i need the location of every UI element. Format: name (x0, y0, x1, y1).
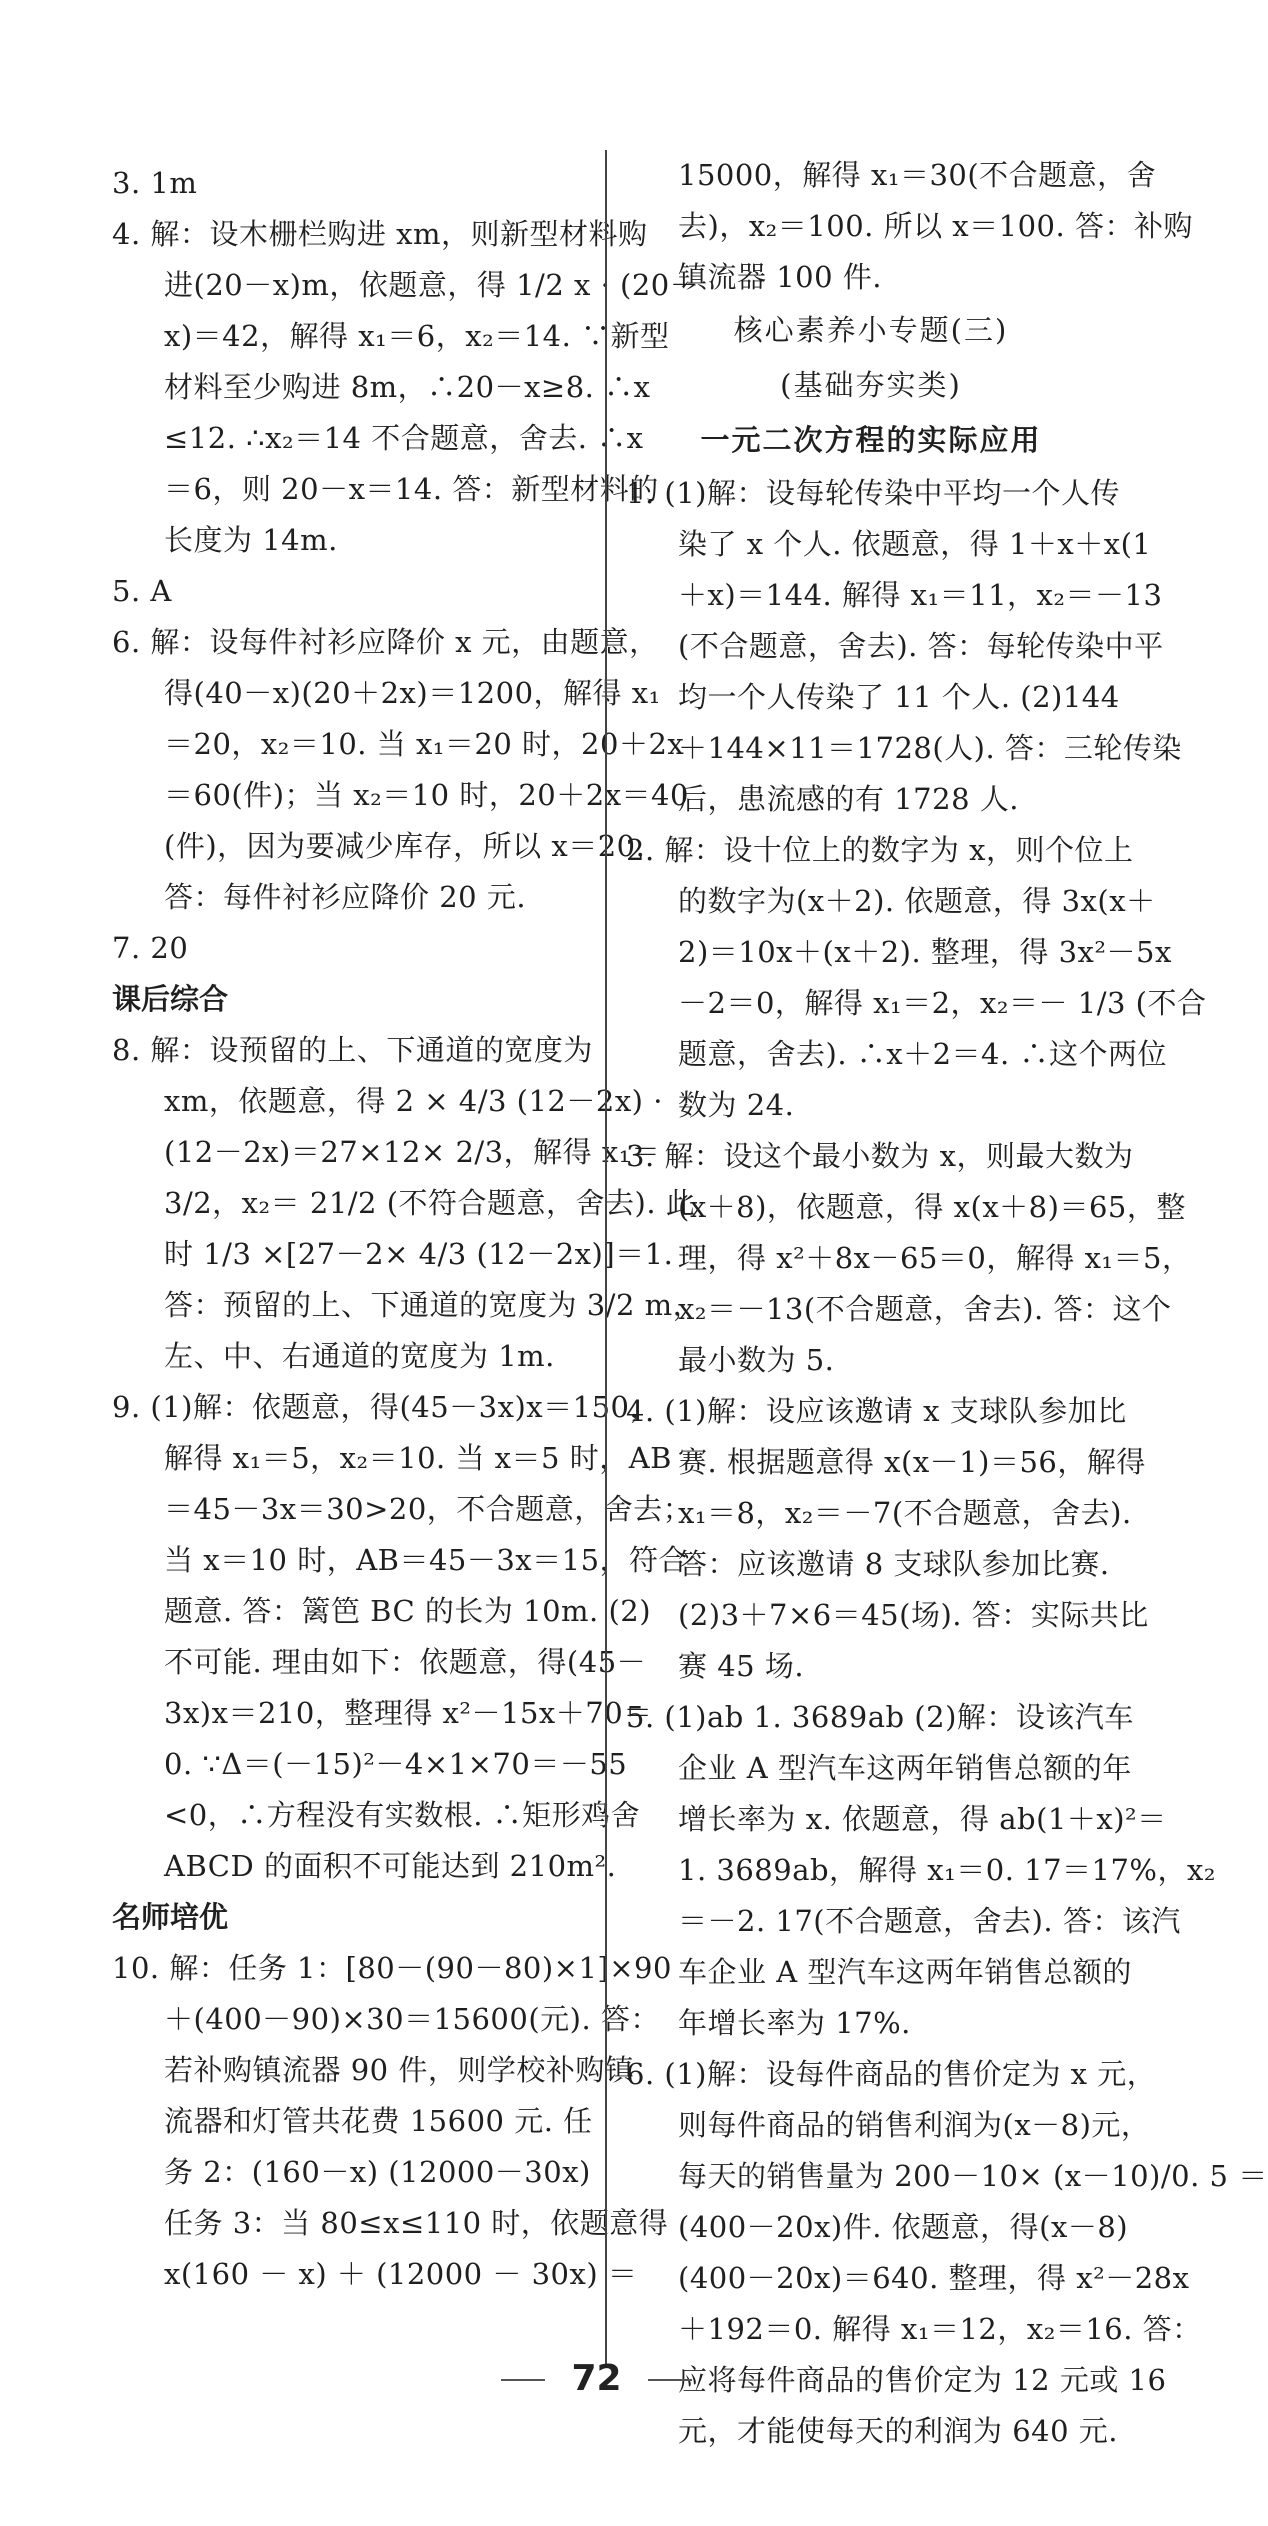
page-number-dash-left (501, 2379, 545, 2381)
answer-line: －2＝0，解得 x₁＝2，x₂＝－ 1/3 (不合 (678, 986, 1207, 1020)
section-heading: 名师培优 (112, 1900, 229, 1934)
answer-line: 赛 45 场. (678, 1649, 805, 1683)
answer-line: ＝6，则 20－x＝14. 答：新型材料的 (164, 472, 659, 506)
answer-line: 2. 解：设十位上的数字为 x，则个位上 (626, 833, 1134, 867)
left-column (112, 158, 703, 2300)
answer-line: 答：应该邀请 8 支球队参加比赛. (678, 1547, 1110, 1581)
answer-line: 5. A (112, 574, 172, 608)
answer-line: 理，得 x²＋8x－65＝0，解得 x₁＝5， (678, 1241, 1192, 1275)
answer-line: 每天的销售量为 200－10× (x－10)/0. 5 ＝ (678, 2159, 1268, 2193)
answer-line: 若补购镇流器 90 件，则学校补购镇 (164, 2053, 635, 2087)
answer-line: ＋(400－90)×30＝15600(元). 答： (164, 2002, 660, 2036)
answer-line: 长度为 14m. (164, 523, 338, 557)
answer-line: 赛. 根据题意得 x(x－1)＝56，解得 (678, 1445, 1146, 1479)
answer-line: 4. 解：设木栅栏购进 xm，则新型材料购 (112, 217, 648, 251)
answer-line: 答：预留的上、下通道的宽度为 3/2 m， (164, 1288, 703, 1322)
answer-line: 15000，解得 x₁＝30(不合题意，舍 (678, 158, 1157, 192)
answer-line: 9. (1)解：依题意，得(45－3x)x＝150， (112, 1390, 660, 1424)
answer-line: 镇流器 100 件. (678, 260, 883, 294)
answer-line: 解得 x₁＝5，x₂＝10. 当 x＝5 时，AB (164, 1441, 672, 1475)
topic-title: 核心素养小专题(三) (733, 313, 1009, 347)
answer-line: 不可能. 理由如下：依题意，得(45－ (164, 1645, 647, 1679)
answer-line: 1. 3689ab，解得 x₁＝0. 17＝17%，x₂ (678, 1853, 1216, 1887)
answer-line: (400－20x)＝640. 整理，得 x²－28x (678, 2261, 1190, 2295)
answer-line: 3x)x＝210，整理得 x²－15x＋70＝ (164, 1696, 653, 1730)
topic-title: (基础夯实类) (780, 368, 962, 402)
answer-line: 增长率为 x. 依题意，得 ab(1＋x)²＝ (678, 1802, 1167, 1836)
answer-line: <0，∴方程没有实数根. ∴矩形鸡舍 (164, 1798, 641, 1832)
answer-line: 材料至少购进 8m，∴20－x≥8. ∴x (164, 370, 651, 404)
answer-line: (不合题意，舍去). 答：每轮传染中平 (678, 629, 1164, 663)
answer-line: 3. 1m (112, 166, 198, 200)
answer-line: ＝60(件)；当 x₂＝10 时，20＋2x＝40 (164, 778, 689, 812)
answer-line: 0. ∵Δ＝(－15)²－4×1×70＝－55 (164, 1747, 628, 1781)
answer-line: 题意，舍去). ∴x＋2＝4. ∴这个两位 (678, 1037, 1167, 1071)
answer-line: x₁＝8，x₂＝－7(不合题意，舍去). (678, 1496, 1132, 1530)
answer-line: 流器和灯管共花费 15600 元. 任 (164, 2104, 593, 2138)
answer-line: 后，患流感的有 1728 人. (678, 782, 1019, 816)
answer-line: 题意. 答：篱笆 BC 的长为 10m. (2) (164, 1594, 652, 1628)
answer-line: 数为 24. (678, 1088, 795, 1122)
answer-line: 6. (1)解：设每件商品的售价定为 x 元， (626, 2057, 1157, 2091)
answer-line: 的数字为(x＋2). 依题意，得 3x(x＋ (678, 884, 1156, 918)
answer-line: (12－2x)＝27×12× 2/3，解得 x₁＝ (164, 1135, 661, 1169)
answer-line: x(160 － x) ＋ (12000 － 30x) ＝ (164, 2257, 638, 2291)
answer-line: (件)，因为要减少库存，所以 x＝20. (164, 829, 646, 863)
answer-line: 3. 解：设这个最小数为 x，则最大数为 (626, 1139, 1134, 1173)
right-column (626, 150, 1268, 2457)
answer-line: 车企业 A 型汽车这两年销售总额的 (678, 1955, 1132, 1989)
answer-line: ＝20，x₂＝10. 当 x₁＝20 时，20＋2x (164, 727, 685, 761)
answer-line: 3/2，x₂＝ 21/2 (不符合题意，舍去). 此 (164, 1186, 696, 1220)
answer-line: 10. 解：任务 1：[80－(90－80)×1]×90 (112, 1951, 672, 1985)
answer-line: (400－20x)件. 依题意，得(x－8) (678, 2210, 1129, 2244)
answer-line: 任务 3：当 80≤x≤110 时，依题意得 (164, 2206, 669, 2240)
answer-line: 企业 A 型汽车这两年销售总额的年 (678, 1751, 1132, 1785)
answer-line: 去)，x₂＝100. 所以 x＝100. 答：补购 (678, 209, 1193, 243)
answer-line: x)＝42，解得 x₁＝6，x₂＝14. ∵新型 (164, 319, 670, 353)
page-number-dash-right (648, 2379, 692, 2381)
answer-line: 时 1/3 ×[27－2× 4/3 (12－2x)]＝1. (164, 1237, 674, 1271)
answer-line: 2)＝10x＋(x＋2). 整理，得 3x²－5x (678, 935, 1172, 969)
answer-line: 6. 解：设每件衬衫应降价 x 元，由题意， (112, 625, 659, 659)
answer-line: ＋192＝0. 解得 x₁＝12，x₂＝16. 答： (678, 2312, 1202, 2346)
answer-line: 8. 解：设预留的上、下通道的宽度为 (112, 1033, 593, 1067)
answer-line: 染了 x 个人. 依题意，得 1＋x＋x(1 (678, 527, 1152, 561)
answer-line: ＋144×11＝1728(人). 答：三轮传染 (678, 731, 1182, 765)
answer-line: 年增长率为 17%. (678, 2006, 911, 2040)
answer-line: 最小数为 5. (678, 1343, 835, 1377)
answer-line: ＝－2. 17(不合题意，舍去). 答：该汽 (678, 1904, 1181, 1938)
answer-line: ABCD 的面积不可能达到 210m². (164, 1849, 617, 1883)
answer-line: 5. (1)ab 1. 3689ab (2)解：设该汽车 (626, 1700, 1134, 1734)
answer-line: 元，才能使每天的利润为 640 元. (678, 2414, 1119, 2448)
section-heading: 课后综合 (112, 982, 229, 1016)
answer-line: 1. (1)解：设每轮传染中平均一个人传 (626, 476, 1120, 510)
topic-title: 一元二次方程的实际应用 (700, 423, 1042, 457)
page-number-text: 72 (571, 2358, 622, 2399)
answer-line: 4. (1)解：设应该邀请 x 支球队参加比 (626, 1394, 1127, 1428)
answer-line: 答：每件衬衫应降价 20 元. (164, 880, 527, 914)
answer-line: 左、中、右通道的宽度为 1m. (164, 1339, 555, 1373)
answer-line: 当 x＝10 时，AB＝45－3x＝15，符合 (164, 1543, 689, 1577)
answer-line: ＋x)＝144. 解得 x₁＝11，x₂＝－13 (678, 578, 1163, 612)
answer-line: 得(40－x)(20＋2x)＝1200，解得 x₁ (164, 676, 661, 710)
answer-line: 应将每件商品的售价定为 12 元或 16 (678, 2363, 1167, 2397)
answer-line: (2)3＋7×6＝45(场). 答：实际共比 (678, 1598, 1149, 1632)
answer-line: 进(20－x)m，依题意，得 1/2 x · (20－ (164, 268, 700, 302)
answer-line: (x＋8)，依题意，得 x(x＋8)＝65，整 (678, 1190, 1186, 1224)
answer-line: xm，依题意，得 2 × 4/3 (12－2x) · (164, 1084, 663, 1118)
answer-line: 则每件商品的销售利润为(x－8)元， (678, 2108, 1151, 2142)
answer-line: 7. 20 (112, 931, 189, 965)
answer-line: ＝45－3x＝30>20，不合题意，舍去； (164, 1492, 693, 1526)
answer-line: ≤12. ∴x₂＝14 不合题意，舍去. ∴x (164, 421, 644, 455)
answer-line: 均一个人传染了 11 个人. (2)144 (678, 680, 1120, 714)
column-divider (605, 150, 607, 2365)
page-number (0, 2358, 1193, 2399)
answer-line: 务 2：(160－x) (12000－30x) (164, 2155, 591, 2189)
answer-line: x₂＝－13(不合题意，舍去). 答：这个 (678, 1292, 1172, 1326)
